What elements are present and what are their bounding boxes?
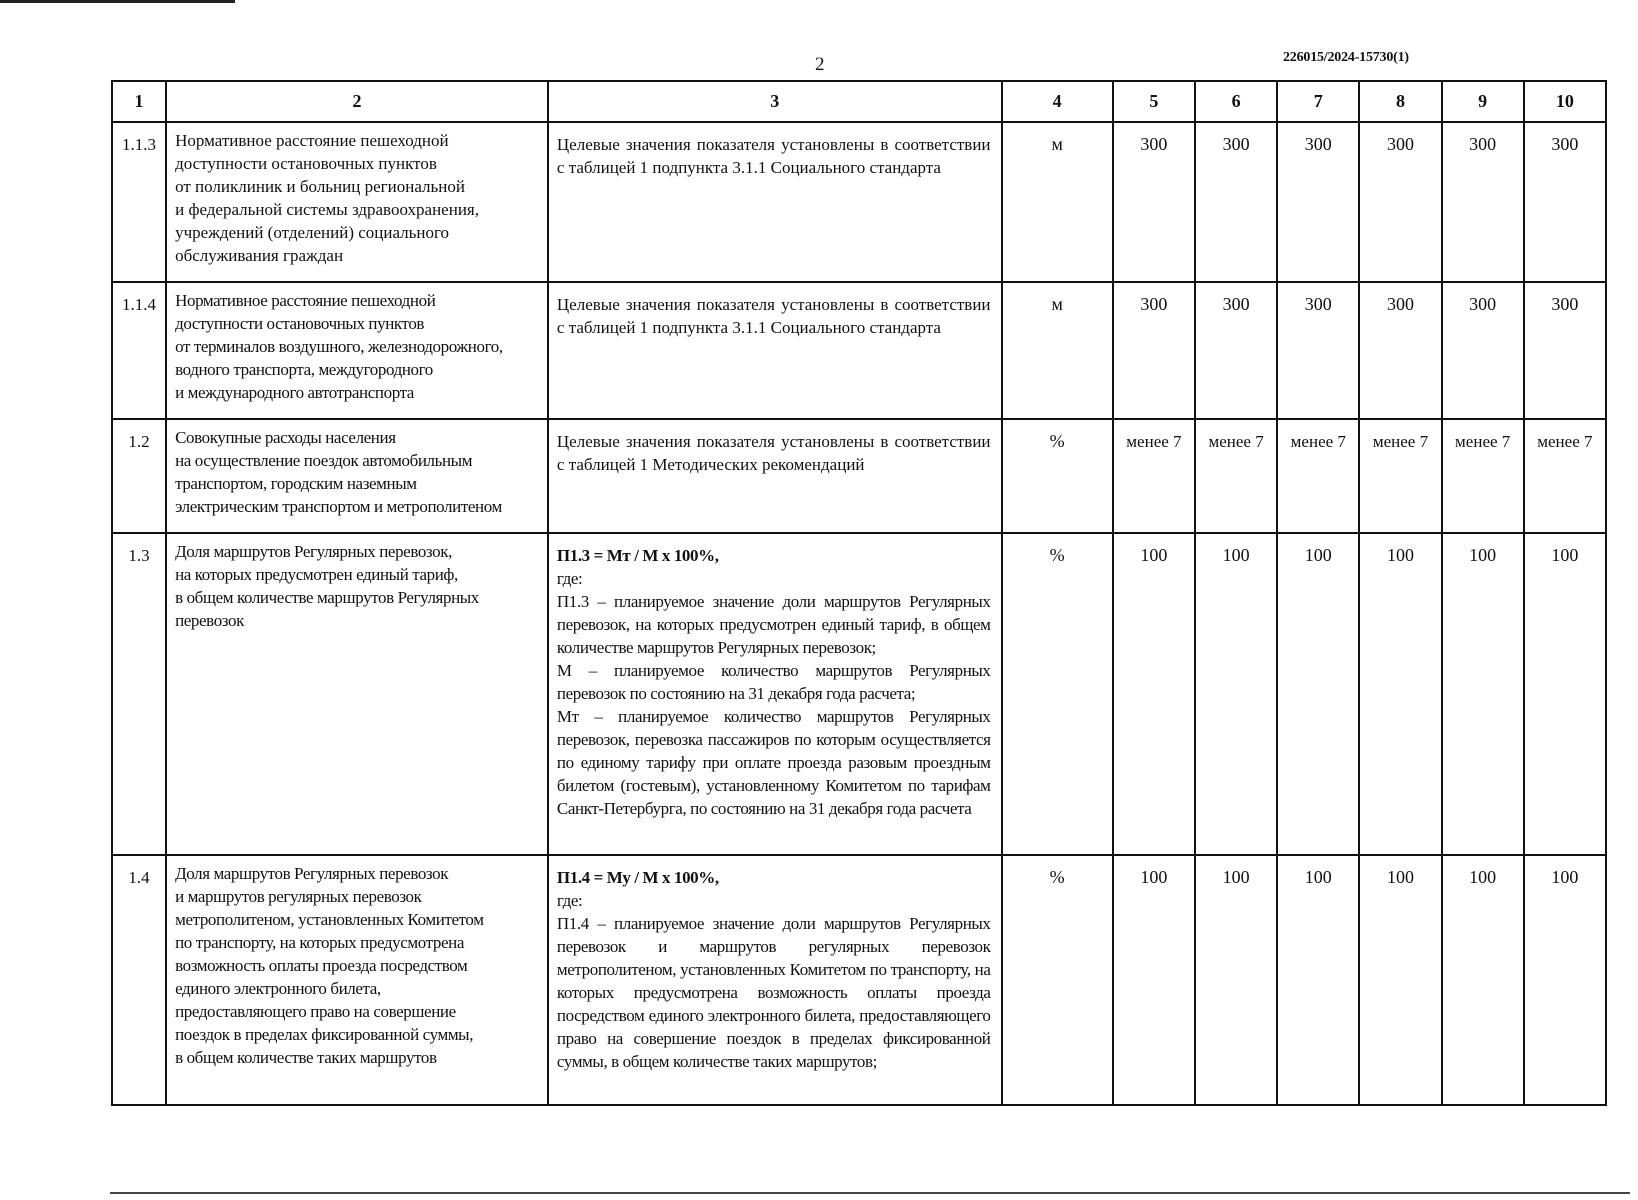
- value-cell: менее 7: [1442, 419, 1524, 533]
- header-col-10: 10: [1524, 81, 1606, 122]
- name-line: единого электронного билета,: [175, 979, 381, 998]
- value-cell: 100: [1113, 855, 1195, 1105]
- table-row: [112, 122, 1606, 282]
- value-cell: 100: [1359, 855, 1441, 1105]
- name-line: и международного автотранспорта: [175, 383, 414, 402]
- name-line: доступности остановочных пунктов: [175, 154, 437, 173]
- name-line: от терминалов воздушного, железнодорожного,: [175, 337, 503, 356]
- value-cell: 300: [1442, 282, 1524, 419]
- indicator-description: [548, 855, 1002, 1105]
- table-row: [112, 855, 1606, 1105]
- header-col-6: 6: [1195, 81, 1277, 122]
- name-line: метрополитеном, установленных Комитетом: [175, 910, 484, 929]
- where-label: где:: [556, 569, 583, 588]
- value-cell: 100: [1524, 855, 1606, 1105]
- indicator-name: [166, 122, 548, 282]
- name-line: на которых предусмотрен единый тариф,: [175, 565, 458, 584]
- value-cell: 300: [1524, 122, 1606, 282]
- table-row: [112, 533, 1606, 855]
- value-cell: 100: [1442, 533, 1524, 855]
- name-line: учреждений (отделений) социального: [175, 223, 450, 242]
- scan-edge-bottom: [110, 1192, 1630, 1194]
- value-cell: менее 7: [1113, 419, 1195, 533]
- indicators-table: [111, 80, 1607, 1106]
- header-col-2: 2: [166, 81, 548, 122]
- unit: м: [1002, 282, 1113, 419]
- name-line: Нормативное расстояние пешеходной: [175, 291, 436, 310]
- value-cell: 100: [1524, 533, 1606, 855]
- value-cell: 100: [1195, 855, 1277, 1105]
- value-cell: 100: [1277, 533, 1359, 855]
- row-number: 1.1.3: [112, 122, 166, 282]
- formula-term: Mт – планируемое количество маршрутов Регулярных перевозок, перевозка пассажиров по которым осуществляется по единому тарифу при оплате проезда разовым проездным билетом (гостевым), установленному Комитетом по тарифам Санкт-Петербурга, по состоянию на 31 декабря года расчета: [556, 707, 991, 818]
- formula-term: П1.4 – планируемое значение доли маршрутов Регулярных перевозок и маршрутов регулярных перевозок метрополитеном, установленных Комитетом по транспорту, на которых предусмотрена возможность оплаты проезда посредством единого электронного билета, предоставляющего право на совершение поездок в пределах фиксированной суммы, в общем количестве таких маршрутов;: [556, 914, 991, 1071]
- value-cell: 300: [1277, 282, 1359, 419]
- name-line: обслуживания граждан: [175, 246, 344, 265]
- value-cell: менее 7: [1195, 419, 1277, 533]
- unit: м: [1002, 122, 1113, 282]
- formula-term: M – планируемое количество маршрутов Регулярных перевозок по состоянию на 31 декабря года расчета;: [556, 661, 991, 703]
- value-cell: 300: [1524, 282, 1606, 419]
- header-row: [112, 81, 1606, 122]
- name-line: электрическим транспортом и метрополитеном: [175, 497, 502, 516]
- name-line: возможность оплаты проезда посредством: [175, 956, 468, 975]
- header-col-1: 1: [112, 81, 166, 122]
- indicator-name: [166, 533, 548, 855]
- name-line: Совокупные расходы населения: [175, 428, 396, 447]
- header-col-4: 4: [1002, 81, 1113, 122]
- name-line: Доля маршрутов Регулярных перевозок: [175, 864, 449, 883]
- value-cell: 300: [1359, 122, 1441, 282]
- value-cell: 100: [1195, 533, 1277, 855]
- header-col-8: 8: [1359, 81, 1441, 122]
- header-col-5: 5: [1113, 81, 1195, 122]
- table-row: [112, 419, 1606, 533]
- name-line: водного транспорта, междугородного: [175, 360, 433, 379]
- row-number: 1.2: [112, 419, 166, 533]
- value-cell: 300: [1359, 282, 1441, 419]
- name-line: от поликлиник и больниц региональной: [175, 177, 465, 196]
- name-line: транспортом, городским наземным: [175, 474, 417, 493]
- name-line: предоставляющего право на совершение: [175, 1002, 456, 1021]
- table-row: [112, 282, 1606, 419]
- value-cell: 100: [1359, 533, 1441, 855]
- header-col-7: 7: [1277, 81, 1359, 122]
- value-cell: менее 7: [1524, 419, 1606, 533]
- name-line: в общем количестве таких маршрутов: [175, 1048, 437, 1067]
- formula-term: П1.3 – планируемое значение доли маршрутов Регулярных перевозок, на которых предусмотрен единый тариф, в общем количестве маршрутов Регулярных перевозок;: [556, 592, 991, 657]
- value-cell: 300: [1195, 282, 1277, 419]
- name-line: и маршрутов регулярных перевозок: [175, 887, 422, 906]
- row-number: 1.3: [112, 533, 166, 855]
- value-cell: 300: [1113, 122, 1195, 282]
- indicator-name: [166, 419, 548, 533]
- indicator-name: [166, 282, 548, 419]
- name-line: перевозок: [175, 611, 244, 630]
- formula: П1.3 = Mт / M x 100%,: [556, 546, 719, 565]
- name-line: и федеральной системы здравоохранения,: [175, 200, 479, 219]
- value-cell: 300: [1277, 122, 1359, 282]
- indicator-name: [166, 855, 548, 1105]
- indicator-description: [548, 533, 1002, 855]
- indicator-description: Целевые значения показателя установлены в соответствии с таблицей 1 подпункта 3.1.1 Социального стандарта: [548, 122, 1002, 282]
- name-line: Нормативное расстояние пешеходной: [175, 131, 449, 150]
- name-line: на осуществление поездок автомобильным: [175, 451, 473, 470]
- unit: %: [1002, 855, 1113, 1105]
- value-cell: 300: [1195, 122, 1277, 282]
- name-line: Доля маршрутов Регулярных перевозок,: [175, 542, 452, 561]
- where-label: где:: [556, 891, 583, 910]
- formula: П1.4 = Mу / M x 100%,: [556, 868, 719, 887]
- name-line: по транспорту, на которых предусмотрена: [175, 933, 464, 952]
- name-line: поездок в пределах фиксированной суммы,: [175, 1025, 474, 1044]
- value-cell: 300: [1113, 282, 1195, 419]
- page-number: 2: [815, 54, 825, 75]
- document-id: 226015/2024-15730(1): [1283, 50, 1409, 65]
- header-col-9: 9: [1442, 81, 1524, 122]
- value-cell: менее 7: [1277, 419, 1359, 533]
- value-cell: 100: [1277, 855, 1359, 1105]
- value-cell: 100: [1113, 533, 1195, 855]
- scan-edge-top: [0, 0, 235, 3]
- unit: %: [1002, 419, 1113, 533]
- value-cell: менее 7: [1359, 419, 1441, 533]
- value-cell: 100: [1442, 855, 1524, 1105]
- name-line: доступности остановочных пунктов: [175, 314, 425, 333]
- unit: %: [1002, 533, 1113, 855]
- header-col-3: 3: [548, 81, 1002, 122]
- indicator-description: Целевые значения показателя установлены в соответствии с таблицей 1 подпункта 3.1.1 Социального стандарта: [548, 282, 1002, 419]
- row-number: 1.1.4: [112, 282, 166, 419]
- row-number: 1.4: [112, 855, 166, 1105]
- indicator-description: Целевые значения показателя установлены в соответствии с таблицей 1 Методических рекомендаций: [548, 419, 1002, 533]
- value-cell: 300: [1442, 122, 1524, 282]
- name-line: в общем количестве маршрутов Регулярных: [175, 588, 479, 607]
